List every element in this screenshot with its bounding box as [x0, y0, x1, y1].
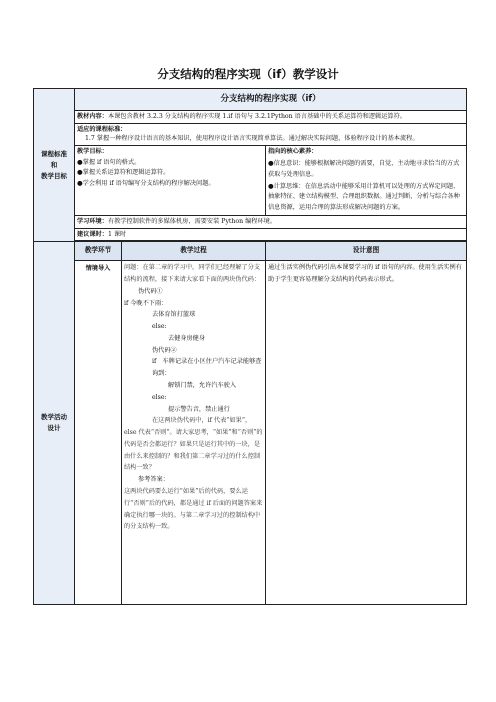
process-line: 问题：在第二章的学习中，同学们已经理解了分支结构的流程，接下来请大家看下面的两块伪代码：	[124, 264, 261, 283]
teaching-objectives: 教学目标： ●掌握 if 语句的格式。 ●掌握关系运算符和逻辑运算符。 ●学会利用 if 语句编写分支结构的程序解决问题。	[75, 146, 266, 216]
goals-side-label: 课程标准 和 教学目标	[34, 89, 75, 242]
bullet-icon: ●	[77, 178, 83, 187]
course-standard: 适应的课程标准： 1.7 掌握一种程序设计语言的基本知识，使用程序设计语言实现简单算法。通过解决实际问题，体验程序设计的基本流程。	[75, 123, 467, 145]
activity-side-label: 教学活动 设计	[34, 242, 75, 605]
objective-item: ●掌握 if 语句的格式。	[77, 157, 141, 166]
process-line: 参考答案：	[138, 476, 169, 484]
column-header-intent: 设计意图	[266, 242, 467, 261]
process-line: 去健身房健身	[168, 334, 206, 342]
core-literacy: 指向的核心素养： ●信息意识：能够根据解决问题的需要，自觉、主动地寻求恰当的方式获取与处理信息。 ●计算思维：在信息活动中能够采用计算机可以处理的方式界定问题、抽象特征、建立结构模型、合理组织数据。通过判断、分析与综合各种信息资源，运用合理的算法形成解决问题的方案。	[266, 146, 467, 216]
bullet-icon: ●	[77, 168, 83, 177]
process-content	[122, 261, 266, 605]
process-line: else:	[152, 323, 167, 331]
textbook-content: 教材内容：本课包含教材 3.2.3 分支结构的程序实现 1.if 语句与 3.2.1Python 语言基础中的关系运算符和逻辑运算符。	[75, 111, 467, 124]
objective-item: ●掌握关系运算符和逻辑运算符。	[77, 168, 170, 177]
process-line: 解锁门禁，允许汽车驶入	[168, 382, 237, 390]
process-line: 在这两块伪代码中，if 代表“如果”，else 代表“否则”。请大家思考，“如果”和“否则”的代码是否会都运行？如果只是运行其中的一块，是由什么来控制的？和我们第二章学习过的什么控制结构一致？	[124, 417, 263, 472]
process-line: 伪代码②	[152, 346, 177, 354]
literacy-item: ●计算思维：在信息活动中能够采用计算机可以处理的方式界定问题、抽象特征、建立结构模型、合理组织数据。通过判断、分析与综合各种信息资源，运用合理的算法形成解决问题的方案。	[268, 181, 460, 212]
step-name: 情境导入	[75, 261, 122, 605]
bullet-icon: ●	[77, 157, 83, 166]
process-line: if 今晚不下雨：	[124, 299, 168, 307]
bullet-icon: ●	[268, 181, 274, 190]
lesson-title: 分支结构的程序实现（if）	[75, 89, 467, 111]
document-title: 分支结构的程序实现（if）教学设计	[157, 67, 339, 81]
process-line: else:	[152, 393, 167, 401]
process-line: 提示警告音，禁止通行	[168, 405, 230, 413]
learning-environment: 学习环境：有教学控制软件的多媒体机房，需要安装 Python 编程环境。	[75, 216, 467, 229]
design-intent: 通过生活实例伪代码引出本课要学习的 if 语句的内容。使用生活实例有助于学生更容易理解分支结构的代码表示形式。	[266, 261, 467, 605]
suggested-hours: 建议课时：1 课时	[75, 228, 467, 241]
column-header-step: 教学环节	[75, 242, 122, 261]
bullet-icon: ●	[268, 158, 274, 167]
column-header-process: 教学过程	[122, 242, 266, 261]
process-line: 去体育馆打篮球	[152, 311, 196, 319]
objective-item: ●学会利用 if 语句编写分支结构的程序解决问题。	[77, 178, 215, 187]
literacy-item: ●信息意识：能够根据解决问题的需要，自觉、主动地寻求恰当的方式获取与处理信息。	[268, 158, 460, 178]
process-line: if 车牌记录在小区住户汽车记录能够查询到：	[152, 358, 262, 378]
process-line: 这两块代码要么运行“如果”后的代码，要么运行“否则”后的代码，都是通过 if 后面的问题答案来确定执行哪一块的。与第二章学习过的控制结构中的分支结构一致。	[124, 488, 263, 531]
process-line: 伪代码①	[138, 287, 163, 295]
lesson-plan-table	[33, 88, 467, 605]
